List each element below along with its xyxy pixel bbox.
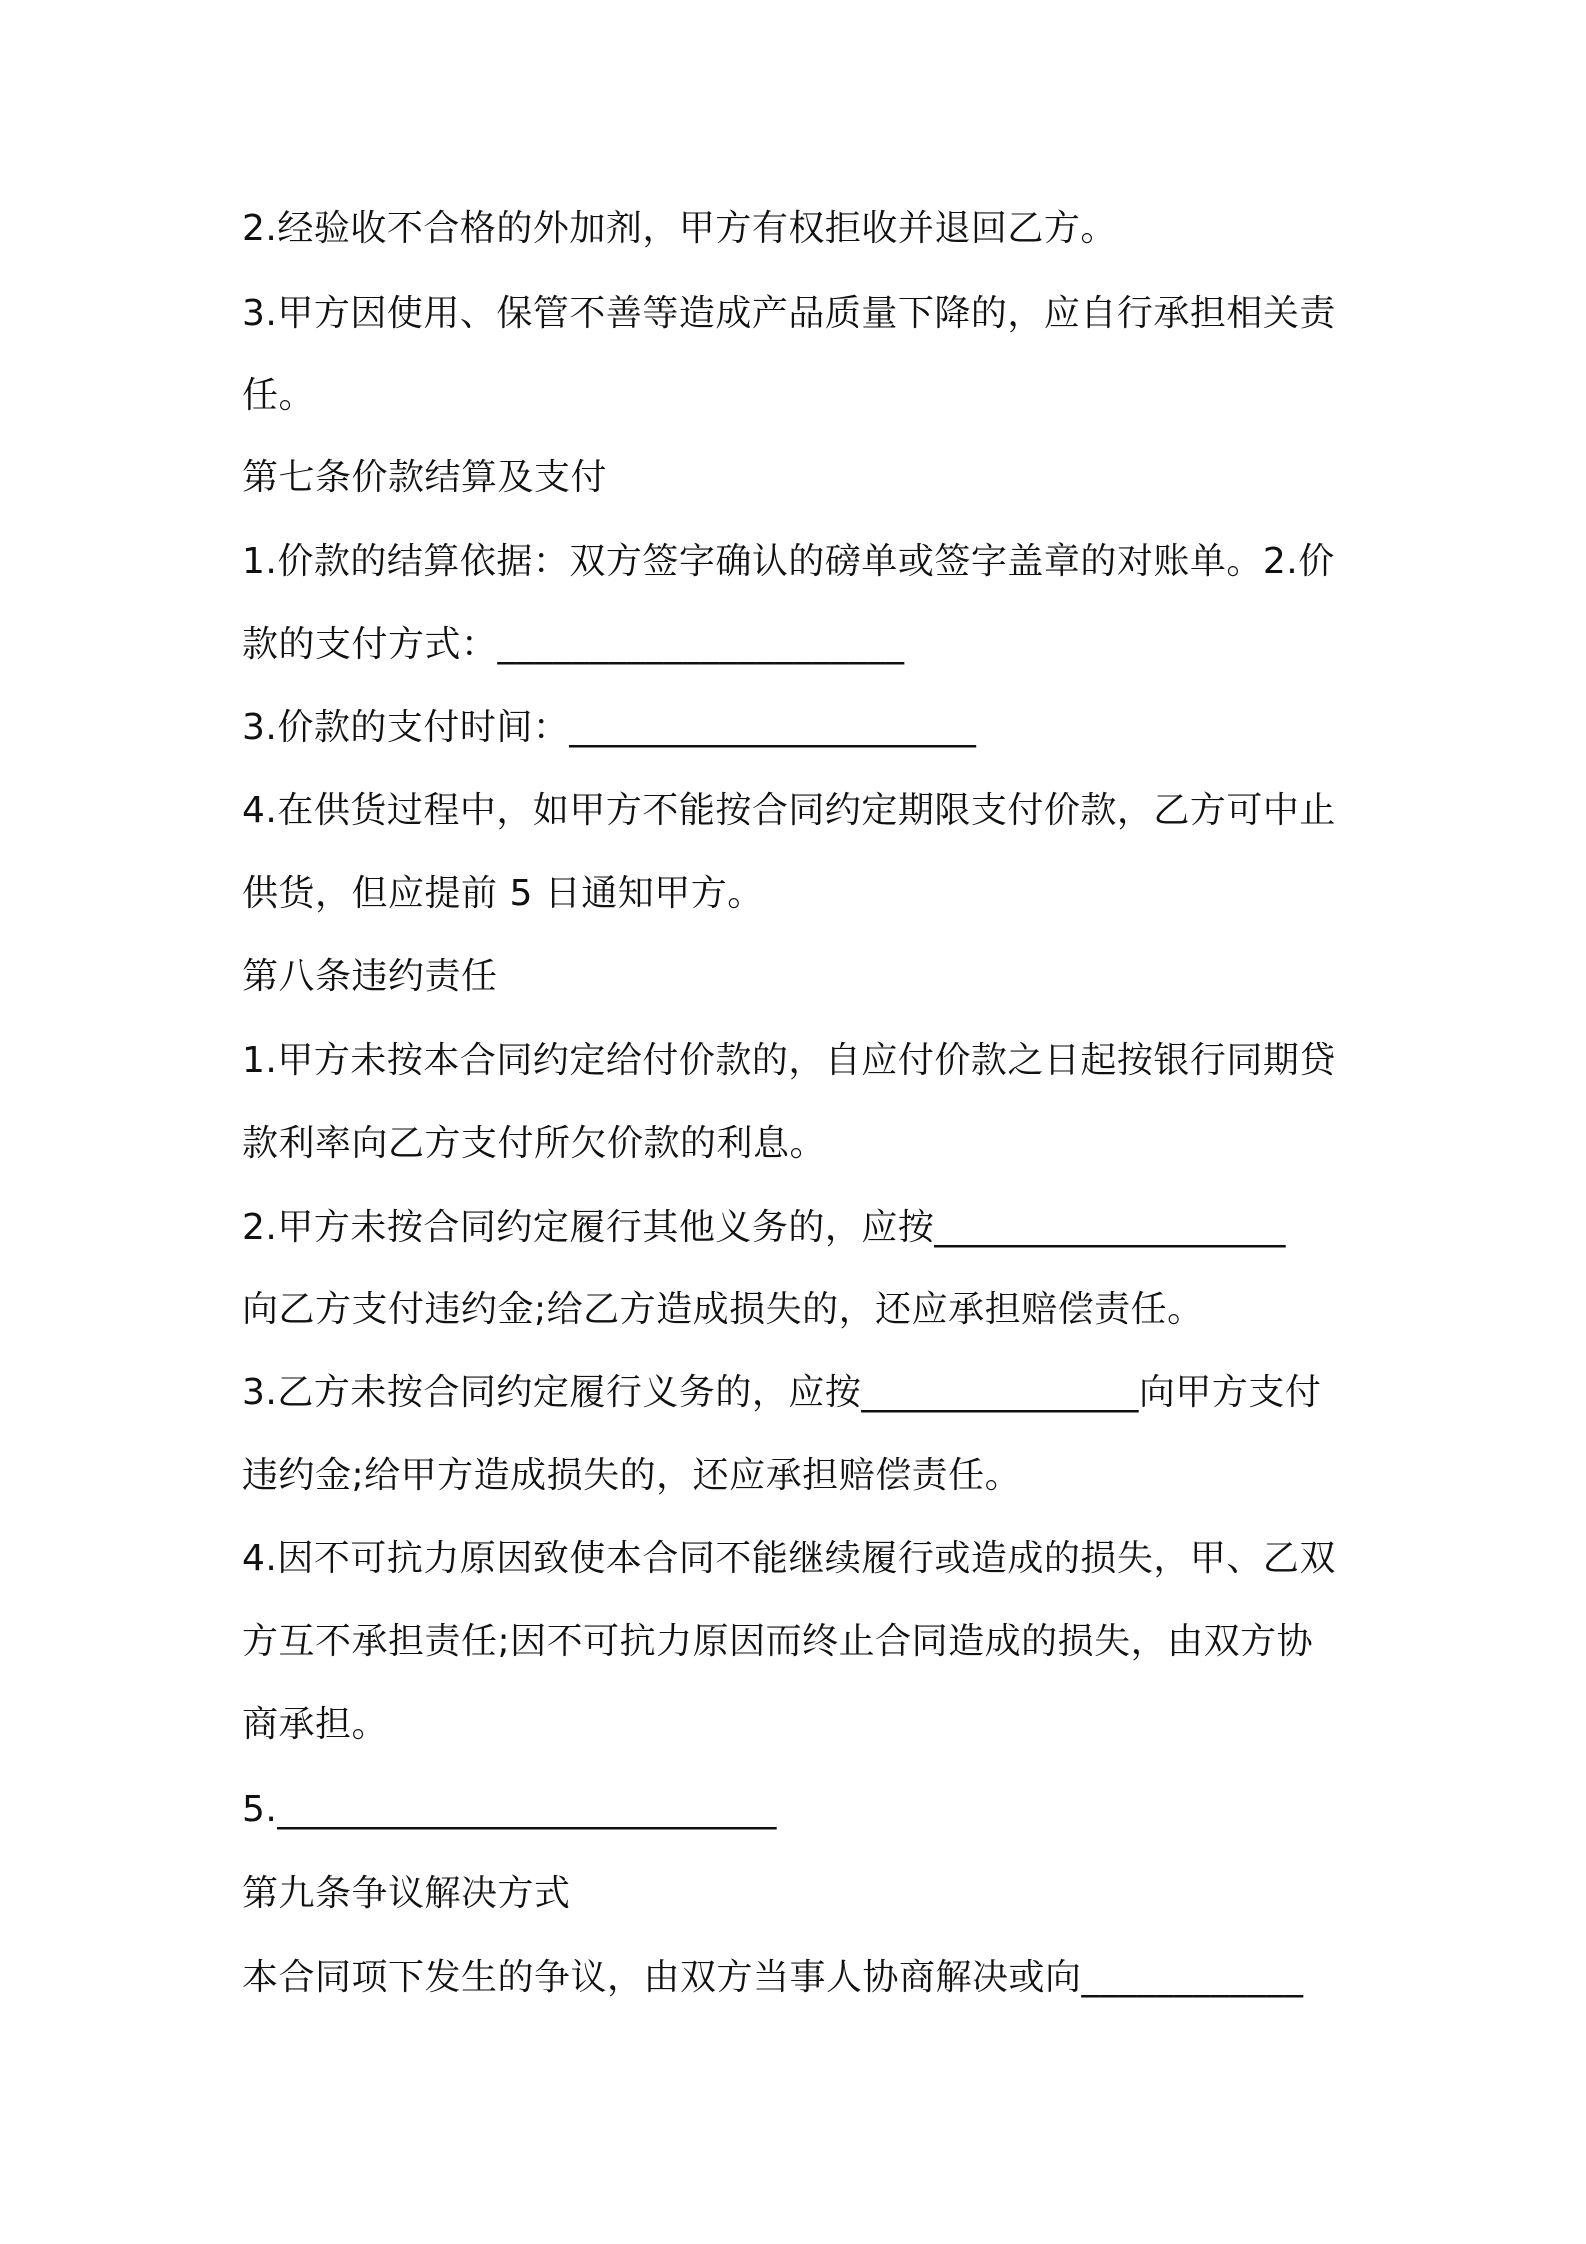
clause-8-item-3-line-2: 违约金;给甲方造成损失的，还应承担赔偿责任。	[242, 1455, 1022, 1496]
clause-8-item-3-line-1: 3.乙方未按合同约定履行义务的，应按_______________向甲方支付	[242, 1372, 1322, 1413]
clause-8-item-2-line-2: 向乙方支付违约金;给乙方造成损失的，还应承担赔偿责任。	[242, 1289, 1204, 1330]
clause-7-item-1: 1.价款的结算依据：双方签字确认的磅单或签字盖章的对账单。2.价	[242, 541, 1335, 582]
clause-7-item-3: 3.价款的支付时间：______________________	[242, 707, 977, 748]
clause-8-item-4-line-3: 商承担。	[242, 1704, 389, 1745]
clause-9-text: 本合同项下发生的争议，由双方当事人协商解决或向____________	[242, 1957, 1304, 1998]
clause-8-item-1-line-2: 款利率向乙方支付所欠价款的利息。	[242, 1123, 827, 1164]
clause-7-item-4-line-2: 供货，但应提前 5 日通知甲方。	[242, 873, 764, 914]
article-9-heading: 第九条争议解决方式	[242, 1873, 571, 1914]
clause-6-item-3-line-1: 3.甲方因使用、保管不善等造成产品质量下降的，应自行承担相关责	[242, 293, 1336, 334]
clause-8-item-5: 5.___________________________	[242, 1789, 777, 1830]
clause-8-item-4-line-2: 方互不承担责任;因不可抗力原因而终止合同造成的损失，由双方协	[242, 1621, 1314, 1662]
clause-6-item-3-line-2: 任。	[242, 375, 316, 416]
clause-8-item-4-line-1: 4.因不可抗力原因致使本合同不能继续履行或造成的损失，甲、乙双	[242, 1538, 1336, 1579]
article-8-heading: 第八条违约责任	[242, 956, 498, 997]
clause-7-item-4-line-1: 4.在供货过程中，如甲方不能按合同约定期限支付价款，乙方可中止	[242, 790, 1336, 831]
clause-7-item-2: 款的支付方式：______________________	[242, 624, 905, 665]
clause-8-item-1-line-1: 1.甲方未按本合同约定给付价款的，自应付价款之日起按银行同期贷	[242, 1040, 1336, 1081]
article-7-heading: 第七条价款结算及支付	[242, 457, 608, 498]
clause-6-item-2: 2.经验收不合格的外加剂，甲方有权拒收并退回乙方。	[242, 208, 1117, 249]
clause-8-item-2-line-1: 2.甲方未按合同约定履行其他义务的，应按___________________	[242, 1207, 1286, 1248]
